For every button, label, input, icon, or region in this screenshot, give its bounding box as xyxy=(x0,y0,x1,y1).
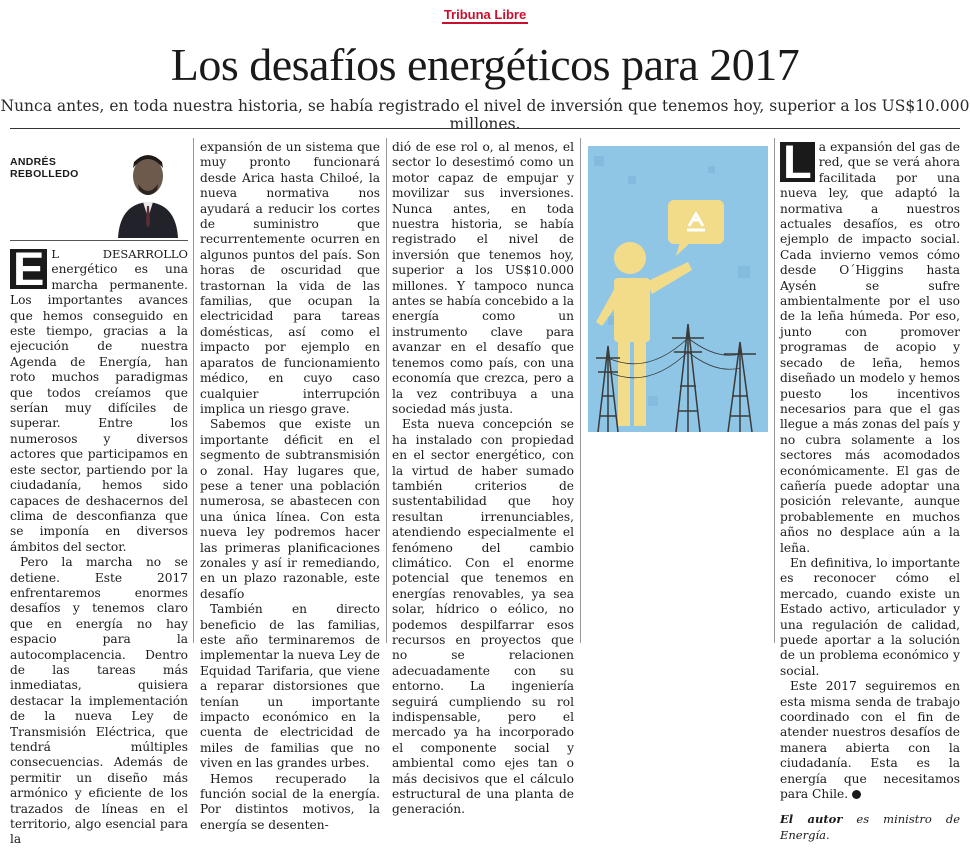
article-headline: Los desafíos energéticos para 2017 xyxy=(170,39,800,90)
col3-p1: dió de ese rol o, al menos, el sector lo desestimó como un motor capaz de empujar y movilizar sus inversiones. Nunca antes, en toda nuestra historia, se había registrado el nivel de inversión que tenemos hoy, superior a los US$10.000 millones. Y tampoco nunca antes se había concebido a la energía como un instrumento clave para avanzar en el desafío que tenemos como país, con una economía que crezca, pero a la vez contribuya a una sociedad más justa. xyxy=(392,140,574,416)
column-2 xyxy=(200,140,380,832)
signoff-rest: es ministro de Energía. xyxy=(780,812,961,842)
article-subhead: Nunca antes, en toda nuestra historia, se había registrado el nivel de inversión que tenemos hoy, superior a los US$10.000 millones. xyxy=(0,97,970,133)
end-mark-icon xyxy=(852,790,861,799)
col2-p1: expansión de un sistema que muy pronto funcionará desde Arica hasta Chiloé, la nueva normativa nos ayudará a reducir los cortes de suministro que recurrentemente ocurren en algunos puntos del país. Son horas de oscuridad que trastornan la vida de las familias, que ocupan la electricidad para tareas domésticas, así como el impacto por ejemplo en aparatos de funcionamiento médico, en cuyo caso cualquier interrupción implica un riesgo grave. xyxy=(200,140,380,416)
col5-p2: En definitiva, lo importante es reconocer cómo el mercado, cuando existe un Estado activo, articulador y una regulación de calidad, puede aportar a la solución de un problema económico y social. xyxy=(780,555,960,678)
column-divider xyxy=(580,138,581,643)
dropcap-l: L xyxy=(780,142,815,182)
author-box xyxy=(10,140,188,241)
column-3 xyxy=(392,140,574,817)
energy-illustration xyxy=(588,146,768,432)
col5-p1: a expansión del gas de red, que se verá ahora facilitada por una nueva ley, que adaptó la normativa a nuestros actuales desafíos, es otro ejemplo de impacto social. Cada invierno vemos cómo desde O´Higgins hasta Aysén se sufre ambientalmente por el uso de la leña húmeda. Por eso, junto con promover programas de acopio y secado de leña, hemos diseñado un modelo y hemos puesto los incentivos necesarios para que el gas llegue a más zonas del país y no cubra solamente a los sectores más acomodados económicamente. El gas de cañería puede adoptar una posición relevante, aunque probablemente en muchos años no desplace aún a la leña. xyxy=(780,140,960,555)
author-first-name: ANDRÉS xyxy=(10,156,57,168)
col2-p4: Hemos recuperado la función social de la energía. Por distintos motivos, la energía se desenten- xyxy=(200,771,380,832)
column-divider xyxy=(774,138,775,643)
column-divider xyxy=(193,138,194,643)
column-1 xyxy=(10,140,188,847)
section-tag xyxy=(0,6,970,24)
column-5 xyxy=(780,135,961,842)
column-divider xyxy=(386,138,387,643)
col5-p3 xyxy=(780,679,960,802)
col5-p3-text: Este 2017 seguiremos en esta misma senda de trabajo coordinado con el fin de atender nuestros desafíos de manera abierta con la ciudadanía. Esta es la energía que necesitamos para Chile. xyxy=(780,679,960,802)
dropcap-e: E xyxy=(10,249,47,289)
author-signoff xyxy=(780,812,960,843)
author-last-name: REBOLLEDO xyxy=(10,168,79,180)
section-tag-label: Tribuna Libre xyxy=(443,7,527,22)
col1-p2: Pero la marcha no se detiene. Este 2017 enfrentaremos enormes desafíos y tenemos claro que en energía no hay espacio para la autocomplacencia. Dentro de las tareas más inmediatas, quisiera destacar la implementación de la nueva Ley de Transmisión Eléctrica, que tendrá múltiples consecuencias. Además de permitir un diseño más armónico y eficiente de los trazados de líneas en el territorio, algo esencial para la xyxy=(10,555,188,847)
col3-p2: Esta nueva concepción se ha instalado con propiedad en el sector energético, con la virtud de haber sumado también criterios de sustentabilidad que hoy resultan irrenunciables, atendiendo especialmente el fenómeno del cambio climático. Con el enorme potencial que tenemos en energías renovables, ya sea solar, hídrico o eólico, no podemos despilfarrar esos recursos en proyectos que no se relacionen adecuadamente con su entorno. La ingeniería seguirá cumpliendo su rol indispensable, pero el mercado ya ha incorporado el componente social y ambiental como ejes tan o más decisivos que el cálculo estructural de una planta de generación. xyxy=(392,417,574,817)
col2-p2: Sabemos que existe un importante déficit en el segmento de subtransmisión o zonal. Hay lugares que, pese a tener una población numerosa, se abastecen con una única línea. Con esta nueva ley podremos hacer las primeras planificaciones zonales y así ir remediando, en un plazo razonable, este desafío xyxy=(200,417,380,601)
author-name xyxy=(10,156,79,180)
lead-caps: L DESARROLLO xyxy=(51,247,188,261)
col2-p3: También en directo beneficio de las familias, este año terminaremos de implementar la nueva Ley de Equidad Tarifaria, que viene a reparar distorsiones que tenían un importante impacto económico en la cuenta de electricidad de miles de familias que no viven en las grandes urbes. xyxy=(200,602,380,771)
signoff-bold: El autor xyxy=(780,812,843,827)
col1-p1: energético es una marcha permanente. Los importantes avances que hemos conseguido en este tiempo, gracias a la ejecución de nuestra Agenda de Energía, han roto muchos paradigmas que todos creíamos que serían muy difíciles de superar. Entre los numerosos y diversos actores que participamos en este sector, partiendo por la ciudadanía, hemos sido capaces de deshacernos del clima de desconfianza que se imponía en diversos ámbitos del sector. xyxy=(10,262,188,554)
header-rule xyxy=(10,128,960,129)
author-portrait xyxy=(116,146,180,238)
